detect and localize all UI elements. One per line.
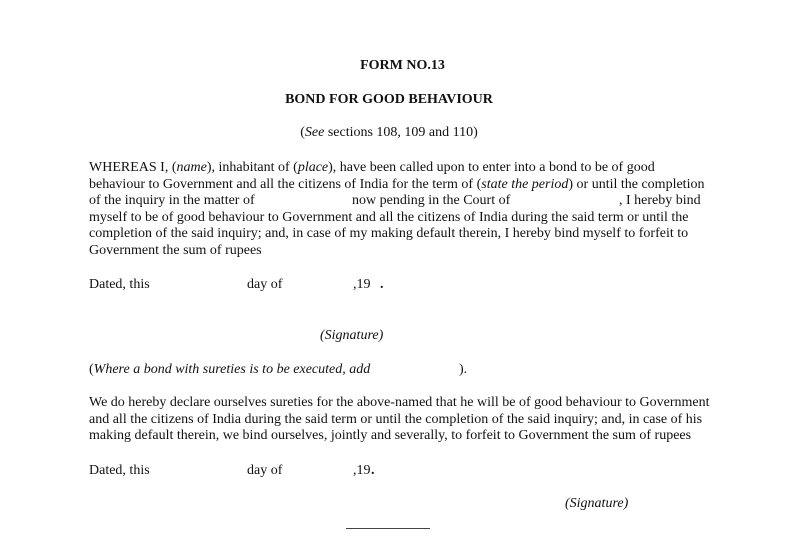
sureties-note-close: ). (459, 362, 468, 377)
para1-l1-b: ), inhabitant of ( (206, 160, 298, 175)
para1-line-4 (89, 210, 689, 227)
para2-line-3: making default therein, we bind ourselves, jointly and severally, to forfeit to Government the sum of rupees (89, 428, 692, 444)
para1-line-5 (89, 226, 688, 243)
para1-l3-b: now pending in the Court of (352, 193, 511, 209)
para1-line-3-bind (619, 193, 701, 210)
para1-l3-a: of the inquiry in the matter of (89, 193, 255, 209)
year-dot-2: . (371, 463, 375, 478)
para1-l5: completion of the said inquiry; and, in case of my making default therein, I hereby bind myself to forfeit to (89, 226, 689, 242)
para1-l3-c: , I hereby bind (619, 193, 701, 209)
signature-principal (320, 328, 383, 344)
dated-line-2 (89, 463, 489, 481)
para2-line-1: We do hereby declare ourselves sureties for the above-named that he will be of good behaviour to Government (89, 395, 710, 410)
para1-line-2 (89, 177, 704, 194)
para1-line-3-court (352, 193, 510, 210)
para1-l1-c: ), have been called upon to enter into a bond to be of good (328, 160, 655, 175)
sureties-note-text: Where a bond with sureties is to be executed, add (93, 362, 371, 377)
sureties-declaration-paragraph (89, 395, 759, 447)
year-label-2: ,19 (353, 463, 371, 478)
sureties-note (89, 362, 509, 380)
para1-l2-a: behaviour to Government and all the citizens of India for the term of ( (89, 176, 482, 192)
dated-line-1 (89, 277, 489, 295)
placeholder-period: state the period (481, 176, 569, 192)
form-title: BOND FOR GOOD BEHAVIOUR (285, 92, 493, 107)
para1-l6: Government the sum of rupees (89, 243, 262, 258)
principal-declaration-paragraph (89, 160, 749, 260)
form-number: FORM NO.13 (360, 58, 445, 73)
para1-l1-a: WHEREAS I, ( (89, 160, 177, 175)
year-dot-1: . (380, 277, 384, 292)
para1-line-1 (89, 160, 655, 177)
para1-l4: myself to be of good behaviour to Government and all the citizens of India during the said term or until the (89, 209, 689, 225)
placeholder-name: name (176, 160, 207, 175)
para1-line-3 (89, 193, 255, 210)
signature-text-1: (Signature) (320, 328, 384, 343)
sections-text: sections 108, 109 and 110) (324, 125, 478, 140)
para1-l2-b: ) or until the completion (568, 176, 705, 192)
para2-line-2: and all the citizens of India during the said term or until the completion of the said inquiry; and, in case of his (89, 411, 703, 427)
signature-text-2: (Signature) (565, 496, 629, 511)
sections-see: See (304, 125, 325, 140)
year-label-1: ,19 (353, 277, 371, 292)
day-of-label-1: day of (247, 277, 283, 292)
footer-divider (346, 528, 430, 529)
sureties-note-open: ( (89, 362, 94, 377)
sections-reference (0, 125, 778, 141)
dated-label-1: Dated, this (89, 277, 150, 292)
signature-sureties (565, 496, 628, 512)
day-of-label-2: day of (247, 463, 283, 478)
para1-line-6 (89, 243, 262, 260)
dated-label-2: Dated, this (89, 463, 150, 478)
sections-open-paren: ( (300, 125, 305, 140)
placeholder-place: place (297, 160, 329, 175)
